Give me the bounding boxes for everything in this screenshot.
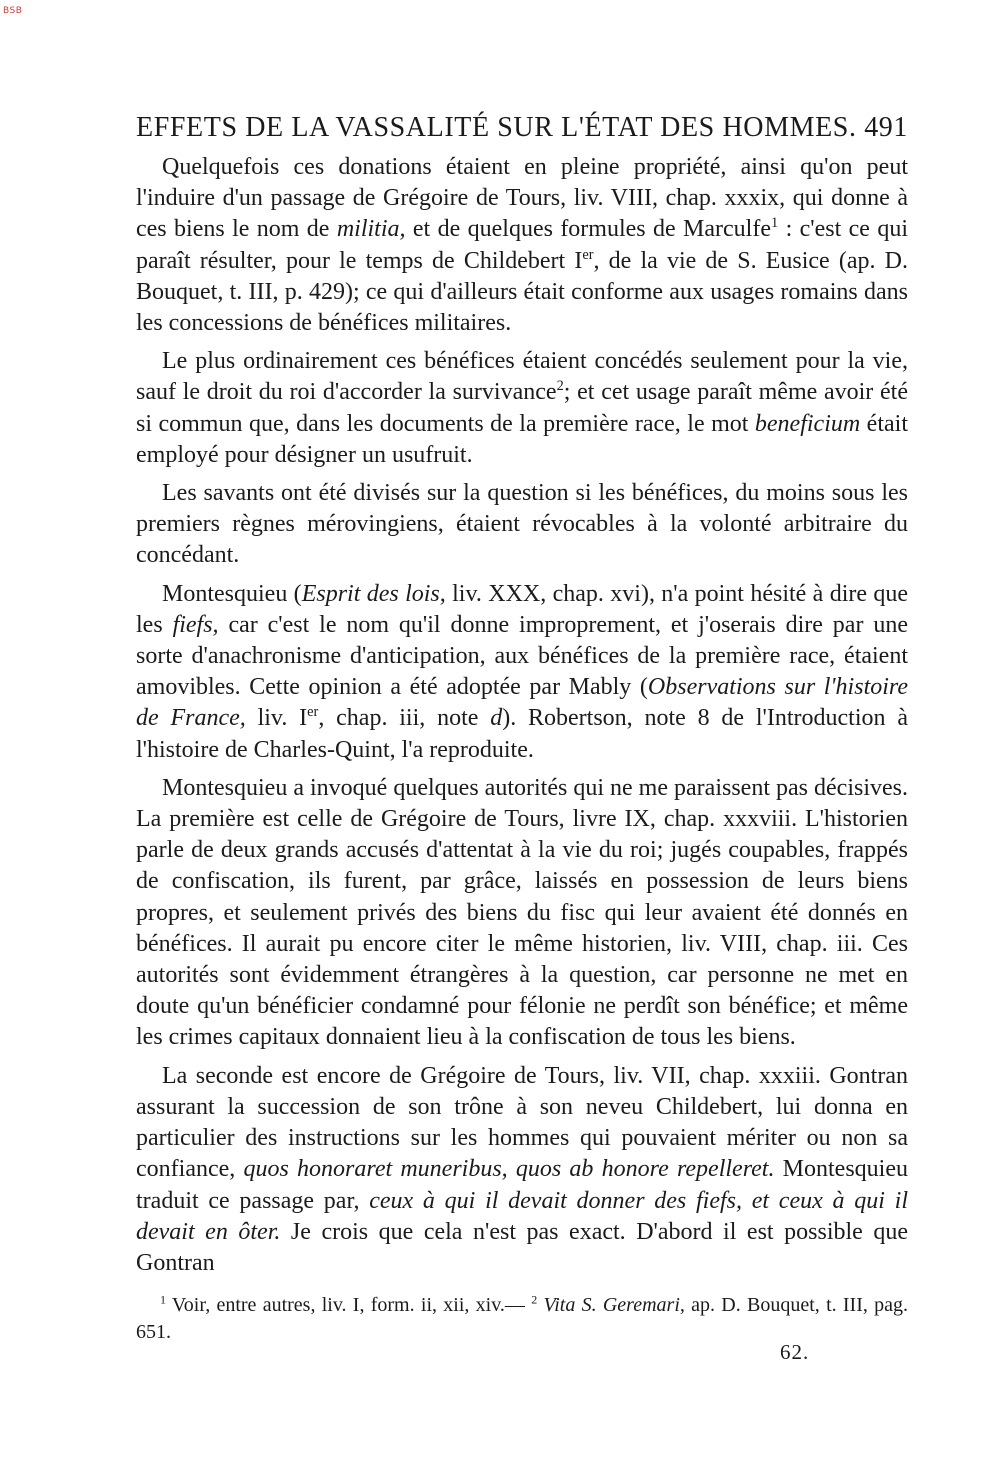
footnote-text-1: Voir, entre autres, liv. I, form. ii, xii, xiv.— — [166, 1294, 532, 1316]
text-run: Quelquefois ces donations étaient en pleine propriété, ainsi qu'on peut l'induire d'un passage de Grégoire de Tours, liv. VIII, chap. xxxix, qui donne à ces biens le nom de — [136, 154, 908, 243]
running-title: EFFETS DE LA VASSALITÉ SUR L'ÉTAT DES HOMMES. — [136, 112, 857, 143]
text-run: Les savants ont été divisés sur la question si les bénéfices, du moins sous les premiers règnes mérovingiens, étaient révocables à la volonté arbitraire du concédant. — [136, 480, 908, 569]
italic-run: fiefs, — [172, 611, 219, 638]
footnote-ref-1: 1 — [771, 215, 779, 232]
text-run: liv. I — [245, 705, 308, 732]
body-text — [136, 152, 908, 1286]
footnote-italic: Vita S. Geremari, — [543, 1294, 685, 1316]
text-run: Je crois que cela n'est pas exact. D'abord il est possible que Gontran — [136, 1218, 908, 1276]
italic-run: quos honoraret muneribus, quos ab honore repelleret. — [243, 1156, 775, 1183]
text-run: Montesquieu ( — [162, 580, 302, 607]
italic-run: militia, — [336, 216, 406, 243]
text-run: car c'est le nom qu'il donne improprement, et j'oserais dire par une sorte d'anachronisme d'anticipation, aux bénéfices de la première race, étaient amovibles. Cette opinion a été adoptée par Mably ( — [136, 611, 908, 701]
footnote-number-1: 1 — [160, 1292, 166, 1307]
italic-run: ceux à qui il devait donner des fiefs, et ceux à qui il devait en ôter. — [136, 1187, 908, 1245]
text-run: Montesquieu a invoqué quelques autorités qui ne me paraissent pas décisives. La première est celle de Grégoire de Tours, livre IX, chap. xxxviii. L'historien parle de deux grands accusés d'attentat à la vie du roi; jugés coupables, frappés de confiscation, ils furent, par grâce, laissés en possession de leurs biens propres, et seulement privés des biens du fisc qui leur avaient été donnés en bénéfices. Il aurait pu encore citer le même historien, liv. VIII, chap. iii. Ces autorités sont évidemment étrangères à la question, car personne ne met en doute qu'un bénéficier condamné pour félonie ne perdît son bénéfice; et même les crimes capitaux donnaient lieu à la confiscation de tous les biens. — [136, 774, 908, 1051]
paragraph-1 — [136, 152, 908, 339]
footnotes — [136, 1292, 908, 1346]
italic-run: d — [490, 705, 503, 732]
footnote-line — [136, 1292, 908, 1346]
paragraph-5 — [136, 773, 908, 1054]
footnote-ref-2: 2 — [556, 378, 564, 395]
footnote-number-2: 2 — [531, 1292, 538, 1307]
italic-run: Observations sur l'histoire de France, — [136, 674, 909, 732]
text-run: : c'est ce qui paraît résulter, pour le temps de Childebert I — [136, 216, 908, 274]
paragraph-6 — [136, 1061, 908, 1279]
text-run: et de quelques formules de Marculfe — [405, 216, 771, 243]
superscript: er — [307, 704, 319, 721]
text-run: ). Robertson, note 8 de l'Introduction à l'histoire de Charles-Quint, l'a reproduite. — [136, 705, 908, 763]
paragraph-2 — [136, 346, 908, 471]
running-head — [136, 112, 908, 152]
paragraph-3 — [136, 478, 908, 572]
text-run: Le plus ordinairement ces bénéfices étaient concédés seulement pour la vie, sauf le droit du roi d'accorder la survivance — [136, 348, 908, 406]
text-run: , de la vie de S. Eusice (ap. D. Bouquet, t. III, p. 429); ce qui d'ailleurs était conforme aux usages romains dans les concessions de bénéfices militaires. — [136, 247, 908, 337]
superscript: er — [582, 246, 594, 263]
text-run: Montesquieu traduit ce passage par, — [136, 1156, 908, 1214]
text-run: , chap. iii, note — [318, 705, 491, 732]
paragraph-4 — [136, 579, 908, 766]
italic-run: beneficium — [754, 410, 861, 437]
text-run: La seconde est encore de Grégoire de Tours, liv. VII, chap. xxxiii. Gontran assurant la succession de son trône à son neveu Childebert, lui donna en particulier des instructions sur les hommes qui pouvaient mériter ou non sa confiance, — [136, 1062, 908, 1183]
text-run: était employé pour désigner un usufruit. — [136, 410, 908, 468]
library-mark: BSB — [3, 6, 23, 16]
text-run: ; et cet usage paraît même avoir été si commun que, dans les documents de la première race, le mot — [136, 379, 908, 437]
footnote-text-2: ap. D. Bouquet, t. III, pag. 651. — [136, 1294, 909, 1343]
italic-run: Esprit des lois, — [301, 580, 446, 607]
page-number: 491 — [864, 112, 908, 143]
signature-mark: 62. — [780, 1340, 810, 1364]
text-run: liv. XXX, chap. xvi), n'a point hésité à dire que les — [136, 580, 909, 638]
